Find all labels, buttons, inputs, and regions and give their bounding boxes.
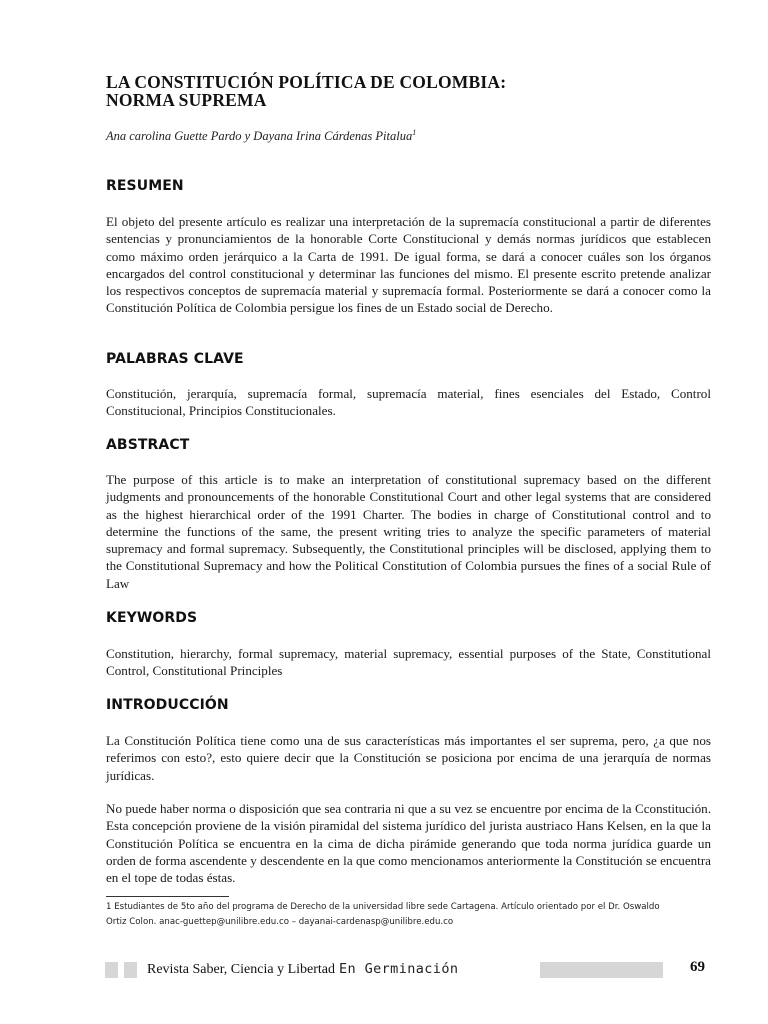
article-title	[106, 73, 706, 109]
keywords-text: Constitution, hierarchy, formal supremacy, material supremacy, essential purposes of the State, Constitutional Control, Constitutional Principles	[106, 646, 711, 679]
resumen-text: El objeto del presente artículo es realizar una interpretación de la supremacía constitucional a partir de diferentes sentencias y pronunciamientos de la honorable Corte Constitucional y demás normas jurídicos que establecen como máximo orden jerárquico a la Carta de 1991. De igual forma, se dará a conocer cuáles son los órganos encargados del control constitucional y determinar las funciones del mismo. El presente escrito pretende analizar los respectivos conceptos de supremacía material y supremacía formal. Posteriormente se dará a conocer como la Constitución Política de Colombia persigue los fines de un Estado social de Derecho.	[106, 214, 711, 316]
article-title-line-1: LA CONSTITUCIÓN POLÍTICA DE COLOMBIA:	[106, 72, 507, 92]
resumen-heading: RESUMEN	[106, 178, 184, 194]
journal-section: En Germinación	[339, 961, 459, 977]
footer-journal	[147, 960, 458, 979]
authors-names: Ana carolina Guette Pardo y Dayana Irina Cárdenas Pitalua	[106, 129, 413, 143]
journal-name: Revista Saber, Ciencia y Libertad	[147, 962, 335, 977]
page-number: 69	[690, 959, 705, 975]
article-authors	[106, 128, 706, 144]
footer-decor-square-1	[105, 962, 118, 978]
footnote-line-1: 1 Estudiantes de 5to año del programa de Derecho de la universidad libre sede Cartagena. Artículo orientado por el Dr. Oswaldo	[106, 902, 660, 912]
page-footer	[0, 958, 768, 980]
article-title-line-2: NORMA SUPREMA	[106, 90, 267, 110]
footer-decor-bar	[540, 962, 663, 978]
introduccion-paragraph-2: No puede haber norma o disposición que sea contraria ni que a su vez se encuentre por encima de la Cconstitución. Esta concepción proviene de la visión piramidal del sistema jurídico del jurista austriaco Hans Kelsen, en la que la Constitución Política se encuentra en la cima de dicha pirámide generando que toda norma jurídica guarde un orden de forma ascendente y descendente en la que como mencionamos anteriormente la Constitución se encuentra en el tope de todas éstas.	[106, 801, 711, 886]
footer-decor-square-2	[124, 962, 137, 978]
introduccion-heading: INTRODUCCIÓN	[106, 697, 229, 713]
footnote	[106, 900, 712, 930]
keywords-heading: KEYWORDS	[106, 610, 198, 626]
footnote-line-2: Ortiz Colon. anac-guettep@unilibre.edu.co – dayanai-cardenasp@unilibre.edu.co	[106, 917, 454, 927]
introduccion-paragraph-1: La Constitución Política tiene como una de sus características más importantes el ser suprema, pero, ¿a que nos referimos con esto?, esto quiere decir que la Constitución se posiciona por encima de una jerarquía de normas jurídicas.	[106, 733, 711, 783]
palabras-clave-heading: PALABRAS CLAVE	[106, 351, 244, 367]
abstract-heading: ABSTRACT	[106, 437, 190, 453]
footnote-divider	[106, 896, 229, 897]
palabras-clave-text: Constitución, jerarquía, supremacía formal, supremacía material, fines esenciales del Estado, Control Constitucional, Principios Constitucionales.	[106, 386, 711, 419]
authors-footnote-mark: 1	[412, 127, 417, 137]
abstract-text: The purpose of this article is to make an interpretation of constitutional supremacy based on the different judgments and pronouncements of the honorable Constitutional Court and other legal systems that are considered as the highest hierarchical order of the 1991 Charter. The bodies in charge of Constitutional control and to determine the functions of the same, the present writing tries to analyze the specific parameters of material supremacy and formal supremacy. Subsequently, the Constitutional principles will be disclosed, applying them to the Constitutional Supremacy and how the Political Constitution of Colombia pursues the fines of a social Rule of Law	[106, 472, 711, 591]
